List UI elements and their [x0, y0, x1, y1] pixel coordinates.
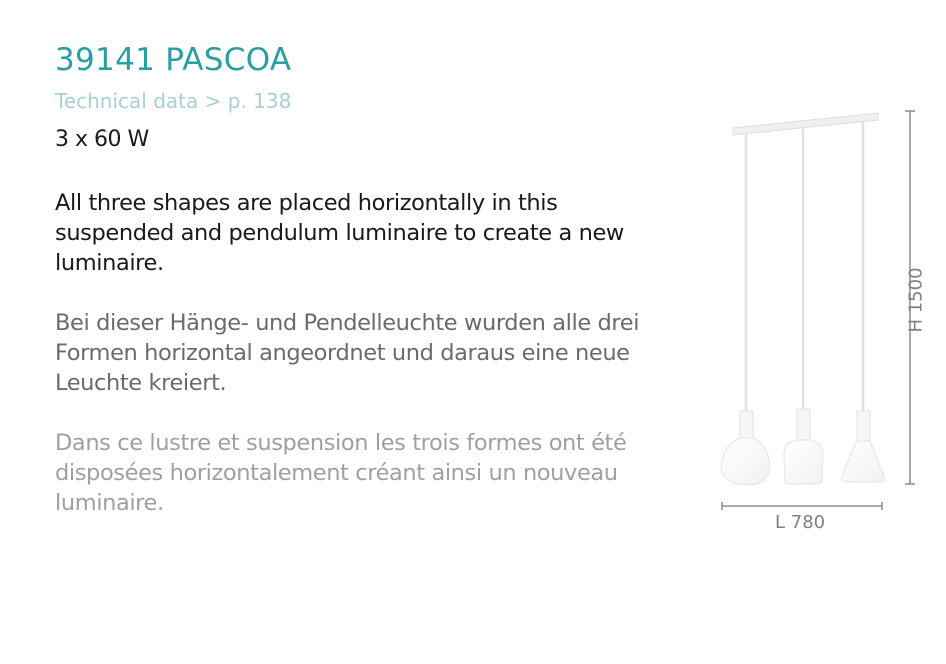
technical-data-link[interactable]: Technical data > p. 138 [55, 89, 292, 113]
description-english: All three shapes are placed horizontally in this suspended and pendulum luminaire to create a new luminaire. [55, 190, 624, 276]
round-flask-shade-icon [721, 411, 769, 485]
length-dimension-line-icon [722, 502, 882, 510]
wattage-spec: 3 x 60 W [55, 127, 149, 152]
conical-flask-shade-icon [842, 411, 885, 482]
bottle-shade-icon [784, 409, 823, 484]
length-dimension-label: L 780 [775, 512, 826, 533]
ceiling-canopy-icon [733, 113, 878, 135]
description-german: Bei dieser Hänge- und Pendelleuchte wurden alle drei Formen horizontal angeordnet und daraus eine neue Leuchte kreiert. [55, 310, 640, 396]
description-french: Dans ce lustre et suspension les trois formes ont été disposées horizontalement créant ainsi un nouveau luminaire. [55, 430, 627, 516]
suspension-cables-icon [746, 121, 863, 412]
height-dimension-label: H 1500 [905, 267, 927, 333]
product-title: 39141 PASCOA [55, 42, 292, 78]
